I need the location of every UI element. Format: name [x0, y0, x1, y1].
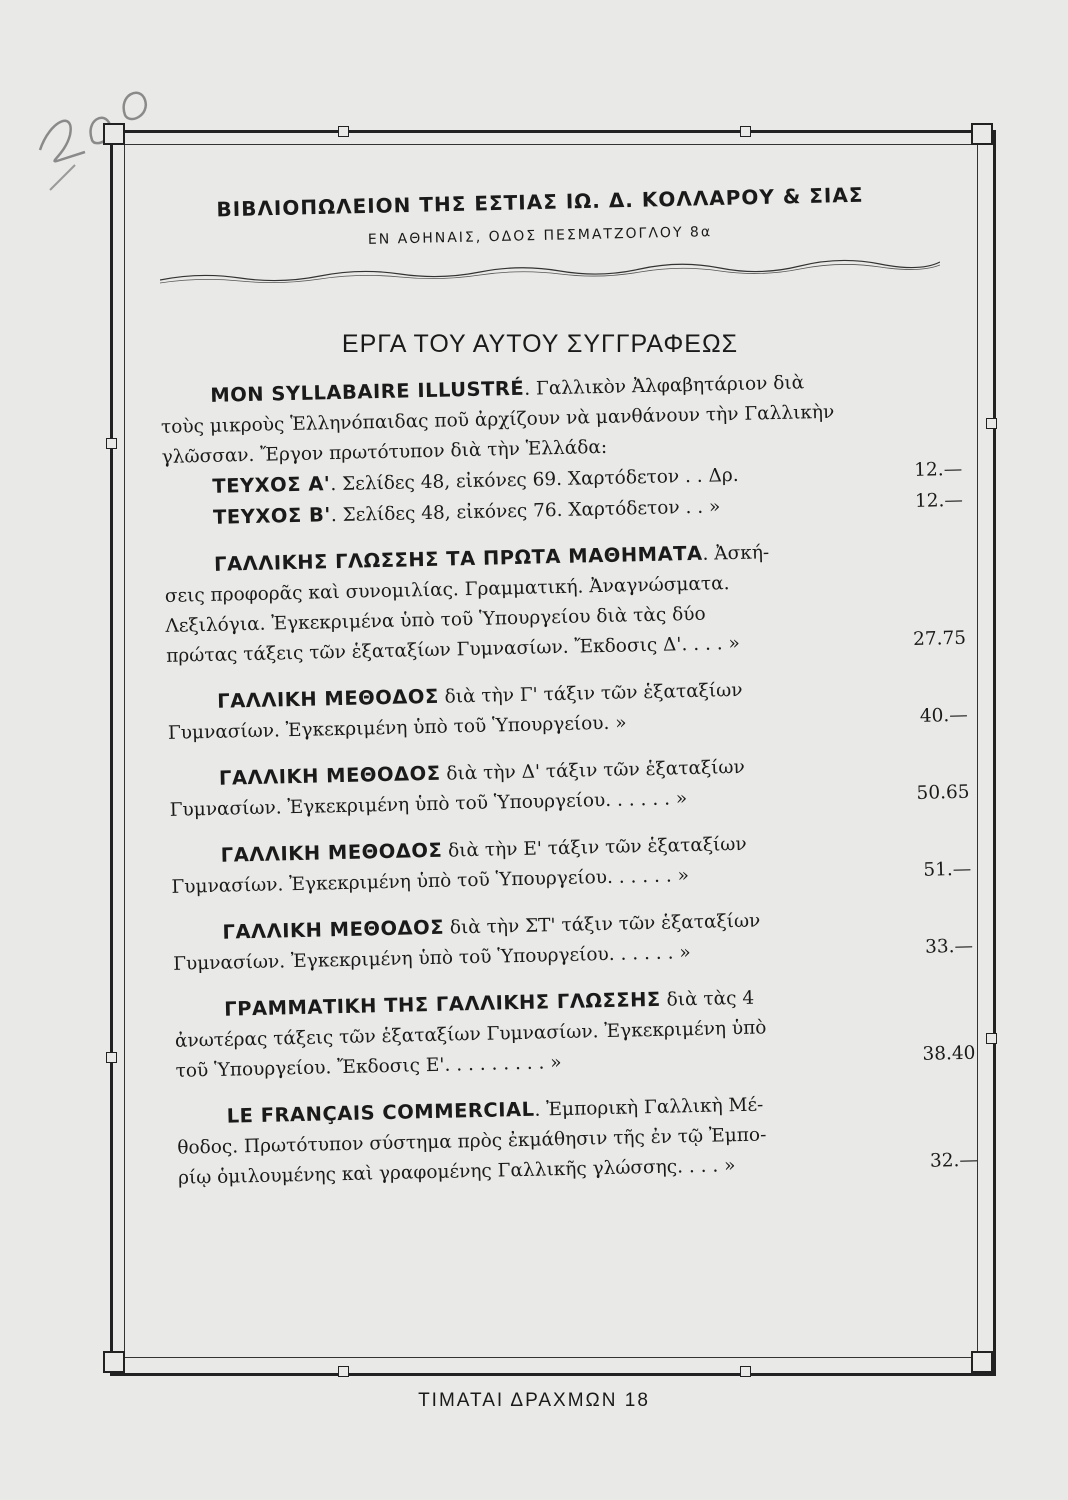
entry-title: ΓΑΛΛΙΚΗ ΜΕΘΟΔΟΣ	[220, 838, 443, 867]
catalog-entry	[164, 533, 967, 672]
publisher-name: ΒΙΒΛΙΟΠΩΛΕΙΟΝ ΤΗΣ ΕΣΤΙΑΣ ΙΩ. Δ. ΚΟΛΛΑΡΟΥ & ΣΙΑΣ	[216, 182, 864, 222]
entry-title: LE FRANÇAIS COMMERCIAL	[226, 1097, 535, 1128]
decorative-rule	[160, 258, 940, 288]
entry-title: ΓΑΛΛΙΚΗ ΜΕΘΟΔΟΣ	[216, 684, 440, 713]
price: 12.—	[914, 489, 964, 512]
frame-square-ornament	[986, 418, 997, 429]
frame-square-ornament	[106, 1052, 117, 1063]
entry-description: θοδος. Πρωτότυπον σύστημα πρὸς ἐκμάθησιν τῆς ἐν τῷ Ἐμπο-	[177, 1124, 767, 1159]
entry-title: ΓΑΛΛΙΚΗΣ ΓΛΩΣΣΗΣ ΤΑ ΠΡΩΤΑ ΜΑΘΗΜΑΤΑ	[213, 541, 703, 576]
catalog-entry	[169, 747, 970, 826]
entry-description: . Ἀσκή-	[702, 542, 770, 565]
catalog-entry	[170, 824, 971, 903]
frame-square-ornament	[740, 1366, 751, 1377]
entry-description: διὰ τὴν Δ' τάξιν τῶν ἑξαταξίων	[440, 756, 745, 785]
entry-description: διὰ τὴν Ε' τάξιν τῶν ἑξαταξίων	[442, 833, 747, 862]
catalog-entry	[167, 670, 968, 749]
price: 12.—	[914, 458, 963, 481]
entry-description: ἀνωτέρας τάξεις τῶν ἑξαταξίων Γυμνασίων. Ἐγκεκριμένη ὑπὸ	[174, 1017, 767, 1052]
catalog-list	[160, 364, 979, 1210]
entry-description: τοῦ Ὑπουργείου. Ἔκδοσις Ε'. . . . . . . . . »	[175, 1052, 562, 1082]
publisher-address: ΕΝ ΑΘΗΝΑΙΣ, ΟΔΟΣ ΠΕΣΜΑΤΖΟΓΛΟΥ 8α	[367, 224, 713, 248]
volume-details: . Σελίδες 48, εἰκόνες 76. Χαρτόδετον . . »	[330, 496, 721, 527]
corner-ornament	[103, 1351, 125, 1373]
entry-description: τοὺς μικροὺς Ἑλληνόπαιδας ποῦ ἀρχίζουν νὰ μανθάνουν τὴν Γαλλικὴν	[160, 401, 835, 438]
catalog-entry	[172, 901, 973, 980]
price: 40.—	[919, 704, 969, 727]
frame-square-ornament	[338, 1366, 349, 1377]
price: 38.40	[922, 1042, 976, 1065]
catalog-entry	[160, 364, 963, 535]
entry-description: διὰ τὴν Γ' τάξιν τῶν ἑξαταξίων	[438, 679, 743, 708]
entry-title: ΓΡΑΜΜΑΤΙΚΗ ΤΗΣ ΓΑΛΛΙΚΗΣ ΓΛΩΣΣΗΣ	[223, 987, 661, 1021]
entry-description: Γυμνασίων. Ἐγκεκριμένη ὑπὸ τοῦ Ὑπουργείου. . . . . . »	[171, 865, 690, 898]
price-footer: ΤΙΜΑΤΑΙ ΔΡΑΧΜΩΝ 18	[418, 1390, 650, 1411]
entry-description: . Γαλλικὸν Ἀλφαβητάριον διὰ	[523, 372, 805, 400]
entry-description: Λεξιλόγια. Ἐγκεκριμένα ὑπὸ τοῦ Ὑπουργείου διὰ τὰς δύο	[165, 603, 706, 637]
entry-description: πρώτας τάξεις τῶν ἑξαταξίων Γυμνασίων. Ἔκδοσις Δ'. . . . »	[165, 632, 741, 667]
entry-description: σεις προφορᾶς καὶ συνομιλίας. Γραμματική. Ἀναγνώσματα.	[164, 573, 730, 607]
entry-description: διὰ τὰς 4	[660, 987, 755, 1011]
entry-description: διὰ τὴν ΣΤ' τάξιν τῶν ἑξαταξίων	[443, 910, 761, 939]
entry-description: Γυμνασίων. Ἐγκεκριμένη ὑπὸ τοῦ Ὑπουργείου. . . . . . »	[169, 788, 688, 821]
section-title: ΕΡΓΑ ΤΟΥ ΑΥΤΟΥ ΣΥΓΓΡΑΦΕΩΣ	[341, 330, 739, 358]
frame-square-ornament	[740, 126, 751, 137]
entry-description: ρίῳ ὁμιλουμένης καὶ γραφομένης Γαλλικῆς γλώσσης. . . . »	[177, 1155, 736, 1189]
corner-ornament	[971, 1351, 993, 1373]
entry-description: . Ἐμπορικὴ Γαλλικὴ Μέ-	[534, 1094, 764, 1121]
entry-description: γλῶσσαν. Ἔργον πρωτότυπον διὰ τὴν Ἑλλάδα:	[161, 436, 608, 468]
entry-description: Γυμνασίων. Ἐγκεκριμένη ὑπὸ τοῦ Ὑπουργείου. . . . . . »	[172, 942, 691, 975]
entry-description: Γυμνασίων. Ἐγκεκριμένη ὑπὸ τοῦ Ὑπουργείου. »	[167, 712, 627, 744]
catalog-entry	[176, 1085, 978, 1194]
corner-ornament	[103, 123, 125, 145]
entry-title: MON SYLLABAIRE ILLUSTRÉ	[210, 376, 525, 407]
catalog-entry	[174, 978, 976, 1087]
price: 32.—	[929, 1149, 979, 1172]
volume-title: ΤΕΥΧΟΣ Β'	[212, 503, 332, 529]
price: 33.—	[924, 935, 974, 958]
corner-ornament	[971, 123, 993, 145]
frame-square-ornament	[106, 438, 117, 449]
frame-square-ornament	[986, 1033, 997, 1044]
entry-title: ΓΑΛΛΙΚΗ ΜΕΘΟΔΟΣ	[222, 915, 445, 944]
price: 51.—	[923, 858, 972, 881]
price: 50.65	[916, 781, 970, 804]
volume-details: . Σελίδες 48, εἰκόνες 69. Χαρτόδετον . . Δρ.	[330, 464, 739, 496]
price: 27.75	[912, 627, 967, 650]
frame-square-ornament	[338, 126, 349, 137]
entry-title: ΓΑΛΛΙΚΗ ΜΕΘΟΔΟΣ	[218, 761, 441, 790]
volume-title: ΤΕΥΧΟΣ Α'	[212, 472, 331, 498]
